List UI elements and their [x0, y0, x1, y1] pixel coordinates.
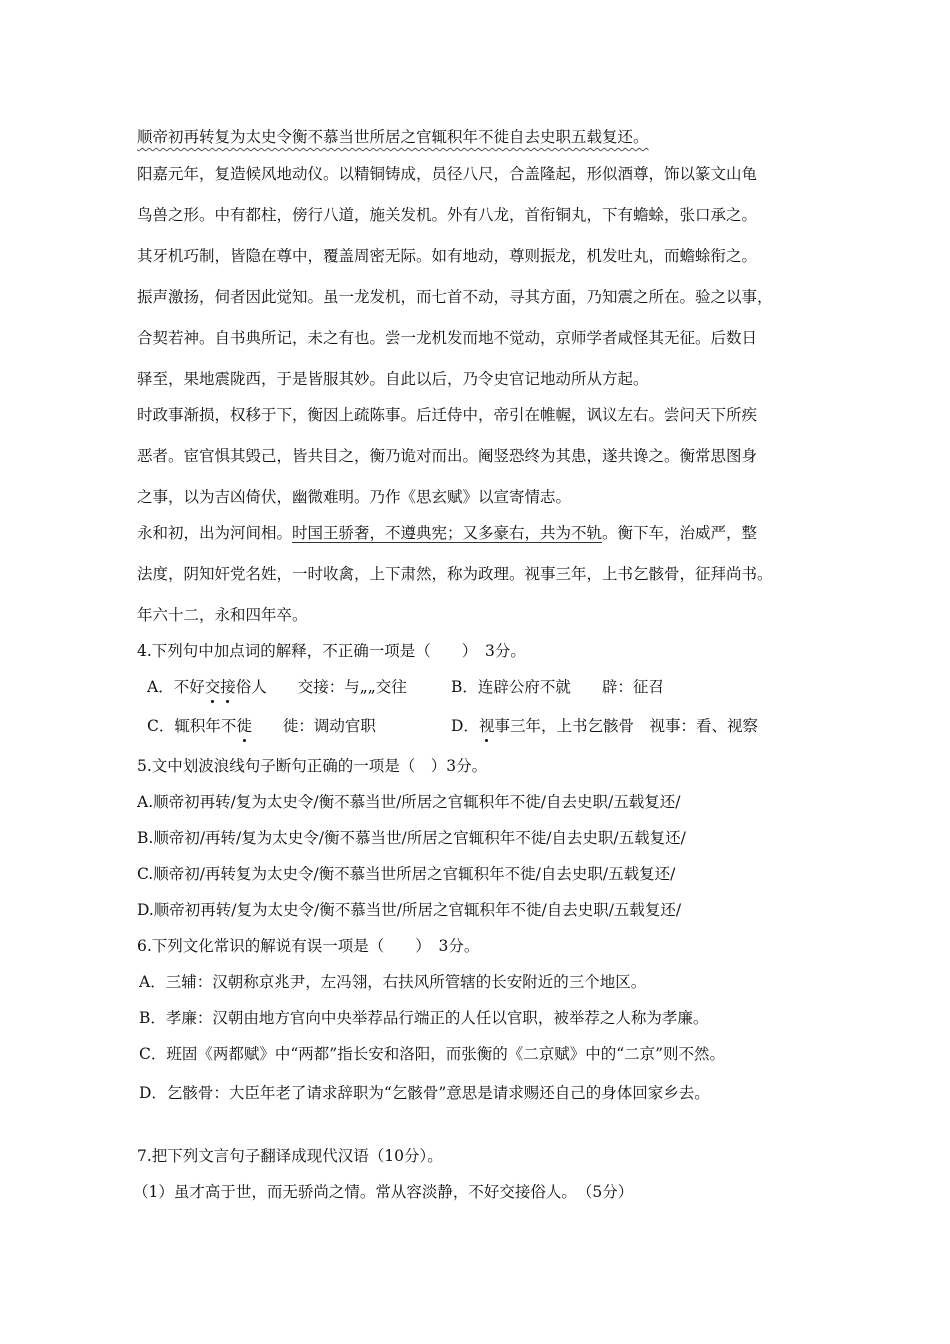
- passage-line: 恶者。宦官惧其毁己，皆共目之，衡乃诡对而出。阉竖恐终为其患，遂共谗之。衡常思图身: [137, 447, 758, 465]
- emphasis-dot-char: 交: [204, 678, 221, 696]
- q6-option-a: A．三辅：汉朝称京兆尹，左冯翎，右扶风所管辖的长安附近的三个地区。: [139, 973, 647, 991]
- passage-line: 法度，阴知奸党名姓，一时收禽，上下肃然，称为政理。视事三年，上书乞骸骨，征拜尚书。: [137, 565, 773, 583]
- passage-line: 年六十二，永和四年卒。: [137, 606, 308, 624]
- question-5-stem: 5.文中划波浪线句子断句正确的一项是（ ）3分。: [137, 757, 488, 775]
- question-4-options-cd: [147, 716, 758, 736]
- emphasis-dot-char: 接: [220, 678, 236, 696]
- passage-line: 时政事渐损，权移于下，衡因上疏陈事。后迁侍中，帝引在帷幄，讽议左右。尝问天下所疾: [137, 406, 758, 424]
- q4-option-c: C．辄积年不徙 徙：调动官职: [147, 717, 376, 735]
- q5-option-d: D.顺帝初再转/复为太史令/衡不慕当世/所居之官辄积年不徙/自去史职/五载复还/: [137, 901, 682, 919]
- passage-line: 其牙机巧制，皆隐在尊中，覆盖周密无际。如有地动，尊则振龙，机发吐丸，而蟾蜍衔之。: [137, 247, 758, 265]
- passage-line: 阳嘉元年，复造候风地动仪。以精铜铸成，员径八尺，合盖隆起，形似酒尊，饰以篆文山龟: [137, 165, 758, 183]
- q4-option-a: A．不好交接俗人 交接：与„„交往: [147, 678, 407, 696]
- q6-option-c: C．班固《两都赋》中“两都”指长安和洛阳，而张衡的《二京赋》中的“二京”则不然。: [139, 1045, 726, 1063]
- passage-line: 振声激扬，伺者因此觉知。虽一龙发机，而七首不动，寻其方面，乃知震之所在。验之以事，: [137, 288, 773, 306]
- q4-option-b: B．连辟公府不就 辟：征召: [451, 678, 664, 696]
- question-6-stem: 6.下列文化常识的解说有误一项是（ ） 3分。: [137, 937, 480, 955]
- q6-option-b: B．孝廉：汉朝由地方官向中央举荐品行端正的人任以官职，被举荐之人称为孝廉。: [139, 1009, 709, 1027]
- q7-item-1: （1）虽才高于世，而无骄尚之情。常从容淡静，不好交接俗人。 （5分）: [133, 1183, 634, 1201]
- question-7-stem: 7.把下列文言句子翻译成现代汉语（10分）。: [137, 1147, 443, 1165]
- question-4-options-ab: [147, 677, 664, 697]
- q4-option-d: D．视事三年，上书乞骸骨 视事：看、视察: [451, 717, 758, 735]
- q5-option-c: C.顺帝初/再转复为太史令/衡不慕当世所居之官辄积年不徙/自去史职/五载复还/: [137, 865, 676, 883]
- q5-option-a: A.顺帝初再转/复为太史令/衡不慕当世/所居之官辄积年不徙/自去史职/五载复还/: [137, 793, 681, 811]
- underlined-sentence: 时国王骄奢，不遵典宪；又多豪右，共为不轨: [292, 524, 603, 542]
- question-4-stem: 4.下列句中加点词的解释，不正确一项是（ ） 3分。: [137, 642, 526, 660]
- passage-line: 驿至，果地震陇西，于是皆服其妙。自此以后，乃令史官记地动所从方起。: [137, 370, 649, 388]
- passage-line-underlined: 永和初，出为河间相。时国王骄奢，不遵典宪；又多豪右，共为不轨。衡下车，治威严，整: [137, 524, 758, 542]
- wavy-sentence: 顺帝初再转复为太史令衡不慕当世所居之官辄积年不徙自去史职五载复还。: [137, 128, 649, 146]
- passage-line: 合契若神。自书典所记，未之有也。尝一龙机发而地不觉动，京师学者咸怪其无征。后数日: [137, 329, 758, 347]
- q5-option-b: B.顺帝初/再转/复为太史令/衡不慕当世/所居之官辄积年不徙/自去史职/五载复还/: [137, 829, 686, 847]
- q6-option-d: D．乞骸骨：大臣年老了请求辞职为“乞骸骨”意思是请求赐还自己的身体回家乡去。: [139, 1084, 710, 1102]
- passage-line: 鸟兽之形。中有都柱，傍行八道，施关发机。外有八龙，首衔铜丸，下有蟾蜍，张口承之。: [137, 206, 758, 224]
- passage-line: 之事，以为吉凶倚伏，幽微难明。乃作《思玄赋》以宣寄情志。: [137, 488, 572, 506]
- emphasis-dot-char: 视: [478, 717, 495, 735]
- emphasis-dot-char: 徙: [236, 717, 252, 735]
